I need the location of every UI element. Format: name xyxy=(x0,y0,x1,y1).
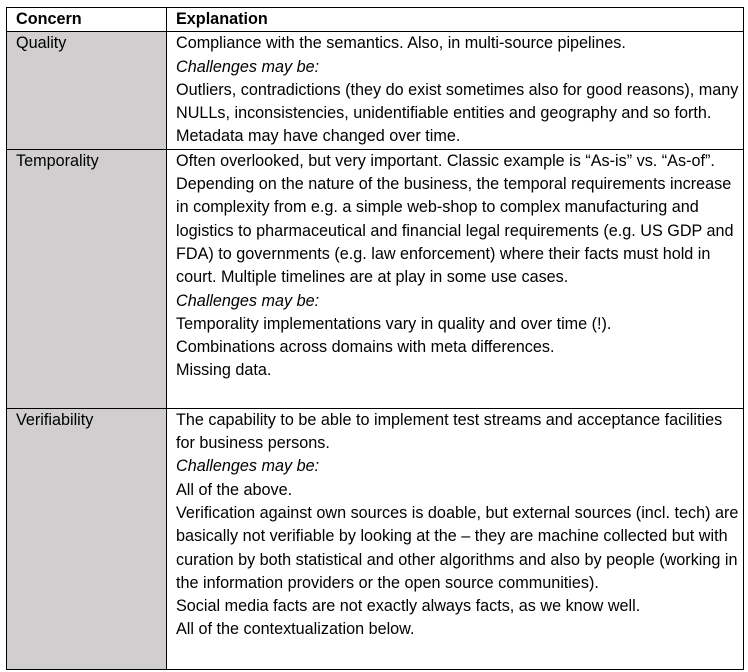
table-row xyxy=(7,32,744,149)
explanation-line: All of the contextualization below. xyxy=(176,620,415,639)
header-explanation: Explanation xyxy=(167,8,744,32)
header-concern: Concern xyxy=(7,8,167,32)
concern-cell: Verifiability xyxy=(7,408,167,669)
explanation-cell xyxy=(167,149,744,408)
explanation-line: Often overlooked, but very important. Classic example is “As-is” vs. “As-of”. Depending on the nature of the business, the temporal requirements increase in complexity from e.g. a simple web-shop to complex manufacturing and logistics to pharmaceutical and financial legal requirements (e.g. US GDP and FDA) to governments (e.g. law enforcement) where their facts must hold in court. Multiple timelines are at play in some use cases. xyxy=(176,151,734,287)
table-row xyxy=(7,149,744,408)
explanation-line: Compliance with the semantics. Also, in multi-source pipelines. xyxy=(176,34,626,53)
explanation-line: Missing data. xyxy=(176,361,272,380)
explanation-cell xyxy=(167,408,744,669)
header-row xyxy=(7,8,744,32)
concerns-table xyxy=(6,7,744,670)
explanation-line: Outliers, contradictions (they do exist sometimes also for good reasons), many NULLs, inconsistencies, unidentifiable entities and geography and so forth. Metadata may have changed over time. xyxy=(176,80,739,146)
challenges-label: Challenges may be: xyxy=(176,291,320,310)
explanation-line: Social media facts are not exactly always facts, as we know well. xyxy=(176,597,641,616)
concern-cell: Quality xyxy=(7,32,167,149)
explanation-line: Verification against own sources is doable, but external sources (incl. tech) are basically not verifiable by looking at the – they are machine collected but with curation by both statistical and other algorithms and also by people (working in the information providers or the open source communities). xyxy=(176,503,739,592)
explanation-cell xyxy=(167,32,744,149)
explanation-line: The capability to be able to implement test streams and acceptance facilities for business persons. xyxy=(176,410,723,453)
concern-cell: Temporality xyxy=(7,149,167,408)
table-row xyxy=(7,408,744,669)
explanation-line: Combinations across domains with meta differences. xyxy=(176,338,555,357)
explanation-line: Temporality implementations vary in quality and over time (!). xyxy=(176,314,612,333)
explanation-line: All of the above. xyxy=(176,480,293,499)
challenges-label: Challenges may be: xyxy=(176,457,320,476)
challenges-label: Challenges may be: xyxy=(176,57,320,76)
